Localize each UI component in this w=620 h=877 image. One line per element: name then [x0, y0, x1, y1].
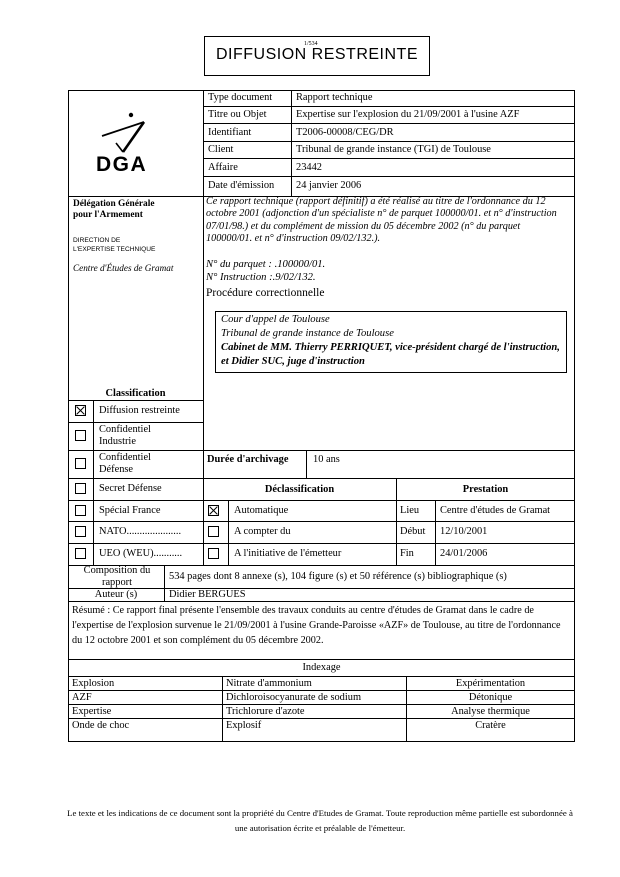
info-value-client: Tribunal de grande instance (TGI) de Toulouse [296, 144, 491, 155]
classification-label: Confidentiel Défense [99, 452, 151, 475]
info-value-date: 24 janvier 2006 [296, 180, 362, 191]
dga-logo-text: DGA [96, 153, 148, 176]
sender-direction-2: L'EXPERTISE TECHNIQUE [73, 246, 156, 253]
index-term: Expertise [72, 706, 112, 717]
declassification-label: A compter du [234, 526, 291, 537]
procedure-type: Procédure correctionnelle [206, 287, 325, 299]
classification-label: NATO..................... [99, 526, 182, 537]
index-term: Analyse thermique [451, 706, 530, 717]
sender-direction-1: DIRECTION DE [73, 237, 121, 244]
info-label-date: Date d'émission [208, 180, 275, 191]
sender-centre: Centre d'Études de Gramat [73, 263, 174, 273]
index-term: AZF [72, 692, 92, 703]
index-term: Cratère [475, 720, 506, 731]
checkbox-ueo[interactable] [75, 548, 86, 559]
page-number: 1/534 [304, 41, 318, 47]
checkbox-declass-automatique[interactable] [208, 505, 219, 516]
prestation-value-debut: 12/10/2001 [440, 526, 488, 537]
composition-value: 534 pages dont 8 annexe (s), 104 figure (s) et 50 référence (s) bibliographique (s) [169, 571, 507, 582]
author-label: Auteur (s) [94, 589, 138, 600]
index-term: Détonique [468, 692, 513, 703]
index-term: Onde de choc [72, 720, 130, 731]
index-term: Explosion [72, 678, 115, 689]
index-term: Expérimentation [455, 678, 526, 689]
prestation-label-debut: Début [400, 526, 426, 537]
index-term: Dichloroisocyanurate de sodium [226, 692, 362, 703]
prestation-value-fin: 24/01/2006 [440, 548, 488, 559]
checkbox-special-france[interactable] [75, 505, 86, 516]
footer-notice: Le texte et les indications de ce document sont la propriété du Centre d'Etudes de Gramat. Toute reproduction même partielle est subordonnée à une autorisation écrite et préalable de l'émetteur. [67, 808, 573, 833]
composition-label: Composition du rapport [83, 565, 151, 588]
info-value-identifier: T2006-00008/CEG/DR [296, 127, 394, 138]
checkbox-declass-date[interactable] [208, 526, 219, 537]
author-value: Didier BERGUES [169, 589, 246, 600]
classification-label: Diffusion restreinte [99, 405, 180, 416]
declassification-title: Déclassification [264, 484, 335, 495]
checkbox-confidentiel-defense[interactable] [75, 458, 86, 469]
checkbox-nato[interactable] [75, 526, 86, 537]
declassification-label: Automatique [234, 505, 289, 516]
classification-title: Classification [105, 388, 166, 399]
prestation-value-lieu: Centre d'études de Gramat [440, 505, 551, 516]
parquet-number: N° du parquet : .100000/01. [206, 259, 326, 270]
archive-label: Durée d'archivage [207, 454, 289, 465]
info-value-type: Rapport technique [296, 92, 373, 103]
dga-logo-icon [98, 112, 158, 154]
info-value-title: Expertise sur l'explosion du 21/09/2001 à l'usine AZF [296, 109, 520, 120]
info-label-affaire: Affaire [208, 162, 238, 173]
sender-line2: pour l'Armement [73, 210, 143, 220]
court-line1: Cour d'appel de Toulouse [221, 314, 330, 325]
summary: Résumé : Ce rapport final présente l'ensemble des travaux conduits au centre d'études de Gramat dans le cadre de l'expertise de l'explosion survenue le 21/09/2001 à l'usine Grande-Paroisse «AZF» de Toulouse, au titre de l'ordonnance du 12 octobre 2001 et son complément du 05 décembre 2002. [72, 605, 561, 646]
info-label-title: Titre ou Objet [208, 109, 267, 120]
classification-label: Spécial France [99, 505, 161, 516]
sender-line1: Délégation Générale [73, 199, 155, 209]
instruction-number: N° Instruction :.9/02/132. [206, 272, 316, 283]
index-term: Explosif [226, 720, 262, 731]
prestation-title: Prestation [462, 484, 509, 495]
classification-label: Confidentiel Industrie [99, 424, 151, 447]
index-term: Trichlorure d'azote [226, 706, 305, 717]
court-line2: Tribunal de grande instance de Toulouse [221, 328, 394, 339]
info-label-client: Client [208, 144, 234, 155]
checkbox-diffusion-restreinte[interactable] [75, 405, 86, 416]
prestation-label-fin: Fin [400, 548, 414, 559]
checkbox-declass-initiative[interactable] [208, 548, 219, 559]
declassification-label: A l'initiative de l'émetteur [234, 548, 342, 559]
report-description: Ce rapport technique (rapport définitif) a été réalisé au titre de l'ordonnance du 12 octobre 2001 (adjonction d'un spécialiste n° de parquet 100000/01. et n° d'instruction 07/01/98.) et du complément de mission du 05 décembre 2002 (n° du parquet 100000/01. et n° d'instruction 09/02/132.). [206, 196, 557, 245]
classification-label: Secret Défense [99, 483, 162, 494]
checkbox-confidentiel-industrie[interactable] [75, 430, 86, 441]
info-label-type: Type document [208, 92, 273, 103]
archive-value: 10 ans [313, 454, 340, 465]
info-value-affaire: 23442 [296, 162, 322, 173]
court-line3: Cabinet de MM. Thierry PERRIQUET, vice-président chargé de l'instruction, et Didier SUC, juge d'instruction [221, 342, 560, 367]
classification-stamp: DIFFUSION RESTREINTE [215, 46, 418, 63]
prestation-label-lieu: Lieu [400, 505, 420, 516]
classification-label: UEO (WEU)........... [99, 548, 183, 559]
info-label-identifier: Identifiant [208, 127, 252, 138]
indexage-title: Indexage [302, 662, 341, 673]
checkbox-secret-defense[interactable] [75, 483, 86, 494]
index-term: Nitrate d'ammonium [226, 678, 312, 689]
